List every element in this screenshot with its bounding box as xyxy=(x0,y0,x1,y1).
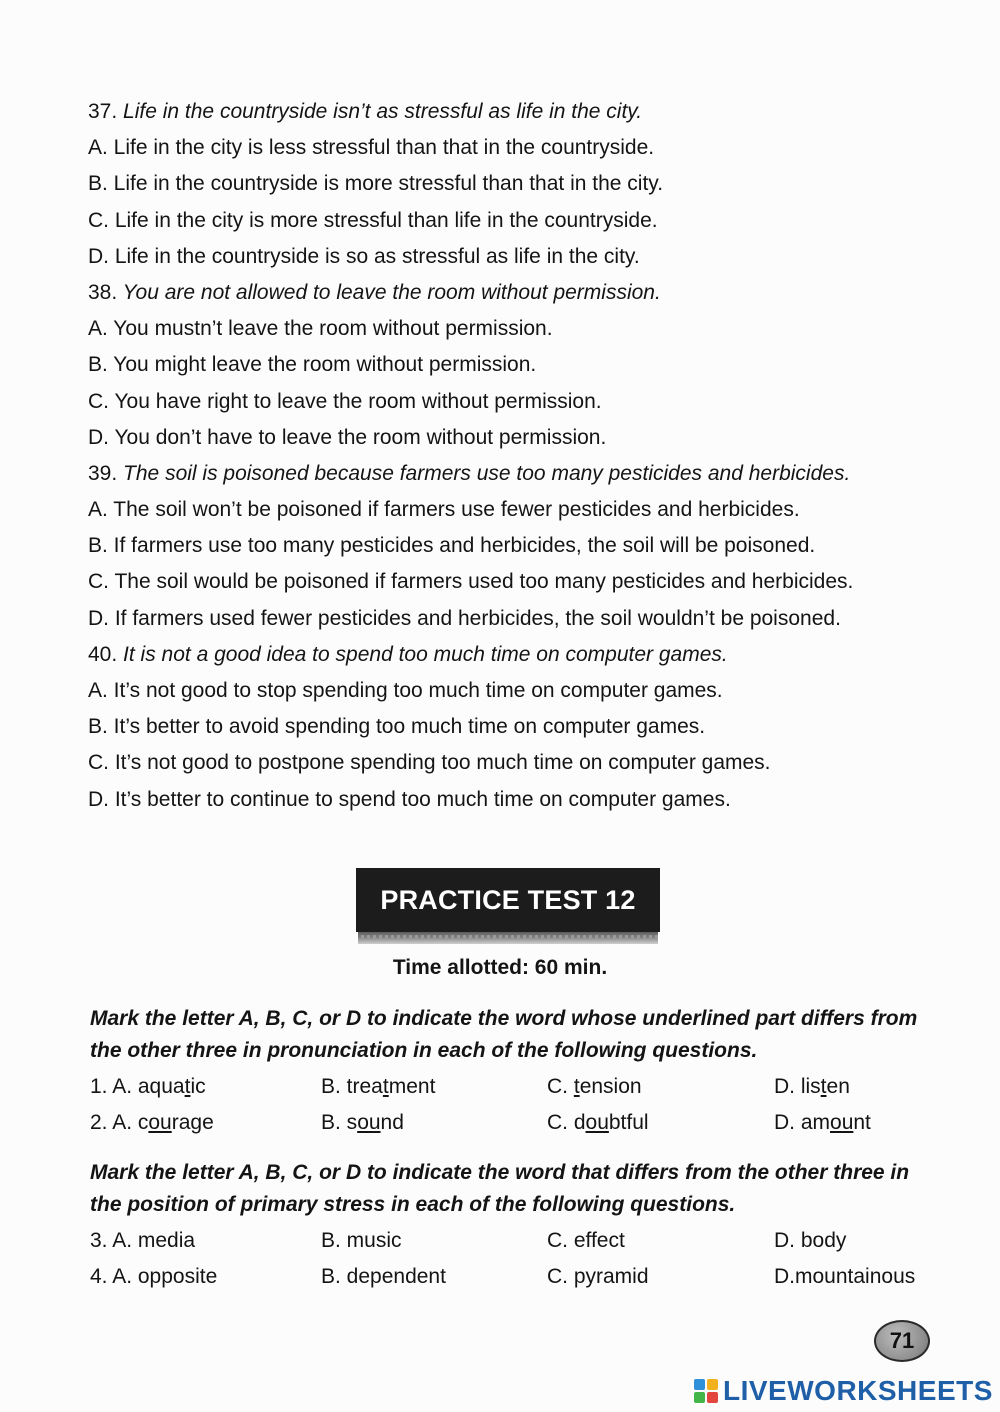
pronunciation-question-1 xyxy=(90,1069,950,1105)
option-text: en xyxy=(826,1075,850,1098)
option-c: C. effect xyxy=(547,1229,625,1252)
question-38-option-a: A. You mustn’t leave the room without permission. xyxy=(88,317,553,341)
option-c: C. pyramid xyxy=(547,1265,649,1288)
question-number: 37. xyxy=(88,100,118,123)
question-number: 40. xyxy=(88,642,118,666)
question-number: 39. xyxy=(88,461,118,485)
liveworksheets-logo[interactable] xyxy=(694,1376,993,1406)
option-text: B. trea xyxy=(321,1075,383,1098)
question-40-option-a: A. It’s not good to stop spending too much time on computer games. xyxy=(88,679,723,702)
brand-text: LIVEWORKSHEETS xyxy=(723,1375,993,1406)
question-38-stem xyxy=(88,275,948,311)
question-37-stem xyxy=(88,94,948,130)
option-c xyxy=(547,1105,649,1141)
option-text: 2. A. c xyxy=(90,1111,149,1134)
stress-instruction: Mark the letter A, B, C, or D to indicate the word that differs from the other three in the position of primary stress in each of the following questions. xyxy=(90,1161,910,1216)
underlined-part: t xyxy=(382,1075,389,1098)
option-text: D. am xyxy=(774,1111,831,1134)
question-39-option-d: D. If farmers used fewer pesticides and herbicides, the soil wouldn’t be poisoned. xyxy=(88,606,841,630)
option-b: B. dependent xyxy=(321,1265,446,1288)
question-40-option-c: C. It’s not good to postpone spending too much time on computer games. xyxy=(88,751,771,775)
question-37-option-c: C. Life in the city is more stressful than life in the countryside. xyxy=(88,208,658,232)
option-b xyxy=(321,1105,404,1141)
question-text: You are not allowed to leave the room without permission. xyxy=(122,280,661,304)
option-b xyxy=(321,1069,435,1105)
option-b: B. music xyxy=(321,1229,402,1252)
practice-test-title: PRACTICE TEST 12 xyxy=(356,868,660,932)
underlined-part: ou xyxy=(148,1111,172,1134)
question-39-option-a: A. The soil won’t be poisoned if farmers use fewer pesticides and herbicides. xyxy=(88,498,800,522)
question-37-option-b: B. Life in the countryside is more stressful than that in the city. xyxy=(88,172,664,196)
underlined-part: ou xyxy=(585,1111,609,1134)
option-d xyxy=(774,1105,871,1141)
question-40-stem xyxy=(88,637,948,673)
option-text: C. d xyxy=(547,1111,586,1134)
option-text: nd xyxy=(380,1111,404,1134)
option-text: ic xyxy=(190,1075,206,1098)
question-37-option-d: D. Life in the countryside is so as stressful as life in the city. xyxy=(88,244,640,268)
practice-test-banner xyxy=(356,868,660,944)
option-text: ension xyxy=(579,1075,642,1098)
question-text: It is not a good idea to spend too much time on computer games. xyxy=(123,642,728,666)
question-text: Life in the countryside isn’t as stressful as life in the city. xyxy=(123,100,643,123)
question-39-option-c: C. The soil would be poisoned if farmers used too many pesticides and herbicides. xyxy=(88,570,854,594)
option-text: 1. A. aqua xyxy=(90,1075,185,1098)
option-text: nt xyxy=(853,1111,871,1134)
page-number: 71 xyxy=(874,1320,930,1362)
question-37-option-a: A. Life in the city is less stressful than that in the countryside. xyxy=(88,136,655,160)
option-a: 3. A. media xyxy=(90,1229,196,1252)
option-a xyxy=(90,1105,214,1141)
underlined-part: t xyxy=(573,1075,580,1098)
time-allotted: Time allotted: 60 min. xyxy=(392,956,608,979)
pronunciation-question-2 xyxy=(90,1105,950,1141)
question-40-option-b: B. It’s better to avoid spending too much time on computer games. xyxy=(88,715,706,739)
question-39-option-b: B. If farmers use too many pesticides and herbicides, the soil will be poisoned. xyxy=(88,534,816,558)
question-list xyxy=(88,94,948,818)
question-38-option-b: B. You might leave the room without permission. xyxy=(88,353,537,377)
underlined-part: ou xyxy=(830,1111,854,1134)
banner-underline xyxy=(358,932,658,944)
option-text: rage xyxy=(171,1111,214,1134)
question-39-stem xyxy=(88,456,948,492)
question-number: 38. xyxy=(88,280,118,304)
option-a xyxy=(90,1069,206,1105)
stress-question-4 xyxy=(90,1259,950,1295)
pronunciation-instruction: Mark the letter A, B, C, or D to indicate the word whose underlined part differs from the other three in pronunciation in each of the following questions. xyxy=(90,1007,918,1062)
stress-question-3 xyxy=(90,1223,950,1259)
question-38-option-d: D. You don’t have to leave the room without permission. xyxy=(88,425,607,449)
question-40-option-d: D. It’s better to continue to spend too much time on computer games. xyxy=(88,787,731,811)
question-38-option-c: C. You have right to leave the room without permission. xyxy=(88,389,602,413)
liveworksheets-icon xyxy=(694,1379,718,1403)
option-a: 4. A. opposite xyxy=(90,1265,218,1288)
option-d: D. body xyxy=(774,1229,847,1252)
option-c xyxy=(547,1069,642,1105)
option-text: C. xyxy=(547,1075,574,1098)
option-text: B. s xyxy=(321,1111,358,1134)
option-d xyxy=(774,1069,850,1105)
question-text: The soil is poisoned because farmers use too many pesticides and herbicides. xyxy=(123,461,851,485)
option-text: D. lis xyxy=(774,1075,821,1098)
option-d: D.mountainous xyxy=(774,1265,916,1288)
option-text: btful xyxy=(608,1111,649,1134)
underlined-part: t xyxy=(820,1075,827,1098)
underlined-part: t xyxy=(184,1075,191,1098)
option-text: ment xyxy=(388,1075,436,1098)
underlined-part: ou xyxy=(357,1111,381,1134)
